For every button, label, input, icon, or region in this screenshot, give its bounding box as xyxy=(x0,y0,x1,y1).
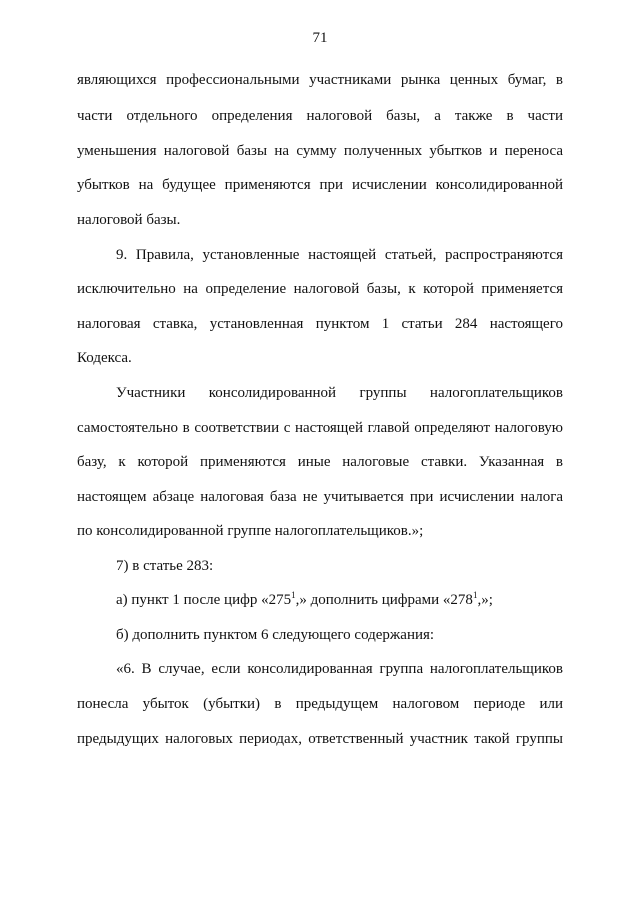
text-line-with-superscripts xyxy=(116,590,563,610)
superscript: 1 xyxy=(291,590,296,600)
text-line: налоговой базы. xyxy=(77,212,181,228)
text-line: 9. Правила, установленные настоящей статьей, распространяются xyxy=(116,247,563,263)
text-fragment: а) пункт 1 после цифр «275 xyxy=(116,592,292,608)
text-line: б) дополнить пунктом 6 следующего содержания: xyxy=(116,627,435,643)
text-line: предыдущих налоговых периодах, ответственный участник такой группы xyxy=(77,731,563,747)
text-line: налоговая ставка, установленная пунктом 1 статьи 284 настоящего xyxy=(77,316,563,332)
superscript: 1 xyxy=(472,590,478,600)
text-line: исключительно на определение налоговой базы, к которой применяется xyxy=(77,281,563,297)
text-line: базу, к которой применяются иные налоговые ставки. Указанная в xyxy=(77,454,563,470)
text-line: Кодекса. xyxy=(77,350,132,366)
text-line: Участники консолидированной группы налогоплательщиков xyxy=(116,385,563,401)
text-line: самостоятельно в соответствии с настоящей главой определяют налоговую xyxy=(77,420,563,436)
page-number: 71 xyxy=(312,30,328,46)
text-line: 7) в статье 283: xyxy=(116,558,214,574)
text-line: по консолидированной группе налогоплательщиков.»; xyxy=(77,523,424,539)
text-line: являющихся профессиональными участниками рынка ценных бумаг, в xyxy=(77,72,563,88)
text-line: уменьшения налоговой базы на сумму полученных убытков и переноса xyxy=(77,143,563,159)
text-line: части отдельного определения налоговой базы, а также в части xyxy=(77,108,563,124)
text-line: «6. В случае, если консолидированная группа налогоплательщиков xyxy=(116,661,563,677)
text-line: убытков на будущее применяются при исчислении консолидированной xyxy=(77,177,563,193)
text-line: настоящем абзаце налоговая база не учитывается при исчислении налога xyxy=(77,489,563,505)
text-fragment: ,»; xyxy=(477,592,493,608)
text-line: понесла убыток (убытки) в предыдущем налоговом периоде или xyxy=(77,696,563,712)
text-fragment: ,» дополнить цифрами «278 xyxy=(295,592,473,608)
